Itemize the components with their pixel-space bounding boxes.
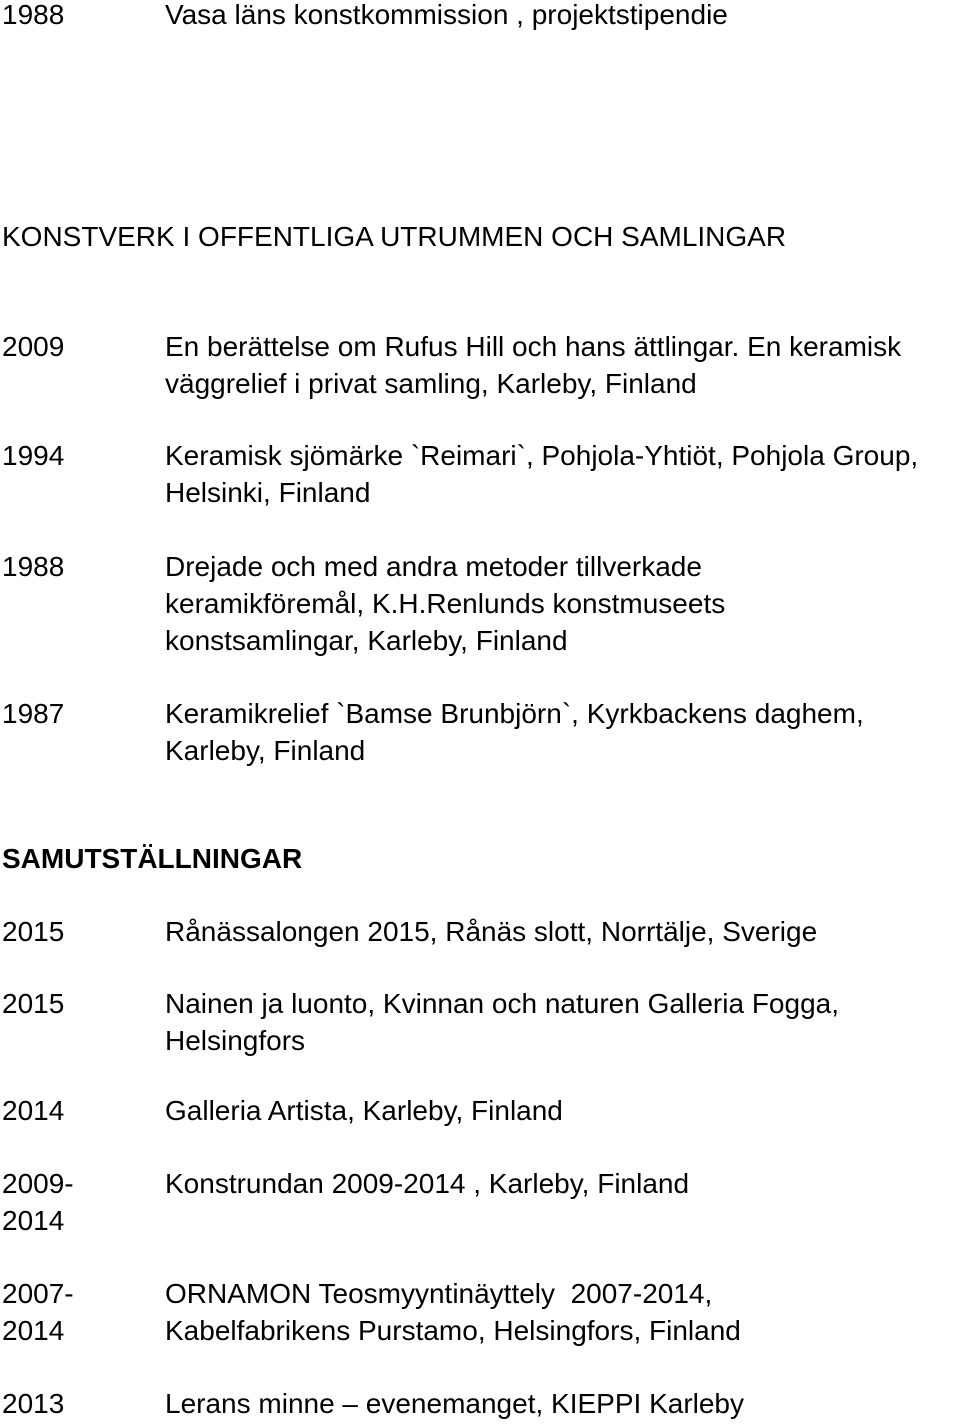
entry-text: ORNAMON Teosmyyntinäyttely 2007-2014, Kabelfabrikens Purstamo, Helsingfors, Finland bbox=[165, 1278, 741, 1346]
entry-year: 1988 bbox=[2, 551, 65, 582]
entry-year: 2013 bbox=[2, 1388, 65, 1419]
entry-year: 2015 bbox=[2, 988, 65, 1019]
entry-text: Nainen ja luonto, Kvinnan och naturen Galleria Fogga, Helsingfors bbox=[165, 988, 839, 1056]
entry-text: Keramisk sjömärke `Reimari`, Pohjola-Yhtiöt, Pohjola Group, Helsinki, Finland bbox=[165, 440, 919, 508]
entry-text: Lerans minne – evenemanget, KIEPPI Karleby bbox=[165, 1388, 745, 1419]
entry-year: 2014 bbox=[2, 1095, 65, 1126]
entry-year: 2015 bbox=[2, 916, 65, 947]
entry-text: Galleria Artista, Karleby, Finland bbox=[165, 1095, 563, 1126]
entry-text: Vasa läns konstkommission , projektstipendie bbox=[165, 0, 728, 30]
entry-year: 2009 bbox=[2, 331, 65, 362]
entry-text: En berättelse om Rufus Hill och hans ättlingar. En keramisk väggrelief i privat samling, Karleby, Finland bbox=[165, 331, 902, 399]
entry-year: 1987 bbox=[2, 698, 65, 729]
entry-year: 1988 bbox=[2, 0, 65, 30]
entry-year: 1994 bbox=[2, 440, 65, 471]
entry-text: Keramikrelief `Bamse Brunbjörn`, Kyrkbackens daghem, Karleby, Finland bbox=[165, 698, 864, 766]
section-heading-public-works: KONSTVERK I OFFENTLIGA UTRUMMEN OCH SAMLINGAR bbox=[2, 221, 787, 252]
entry-text: Konstrundan 2009-2014 , Karleby, Finland bbox=[165, 1168, 690, 1199]
entry-text: Drejade och med andra metoder tillverkade keramikföremål, K.H.Renlunds konstmuseets konstsamlingar, Karleby, Finland bbox=[165, 551, 726, 656]
entry-year: 2009- 2014 bbox=[2, 1168, 74, 1236]
entry-year: 2007- 2014 bbox=[2, 1278, 74, 1346]
entry-text: Rånässalongen 2015, Rånäs slott, Norrtälje, Sverige bbox=[165, 916, 818, 947]
section-heading-group-exhibitions: SAMUTSTÄLLNINGAR bbox=[2, 843, 303, 874]
